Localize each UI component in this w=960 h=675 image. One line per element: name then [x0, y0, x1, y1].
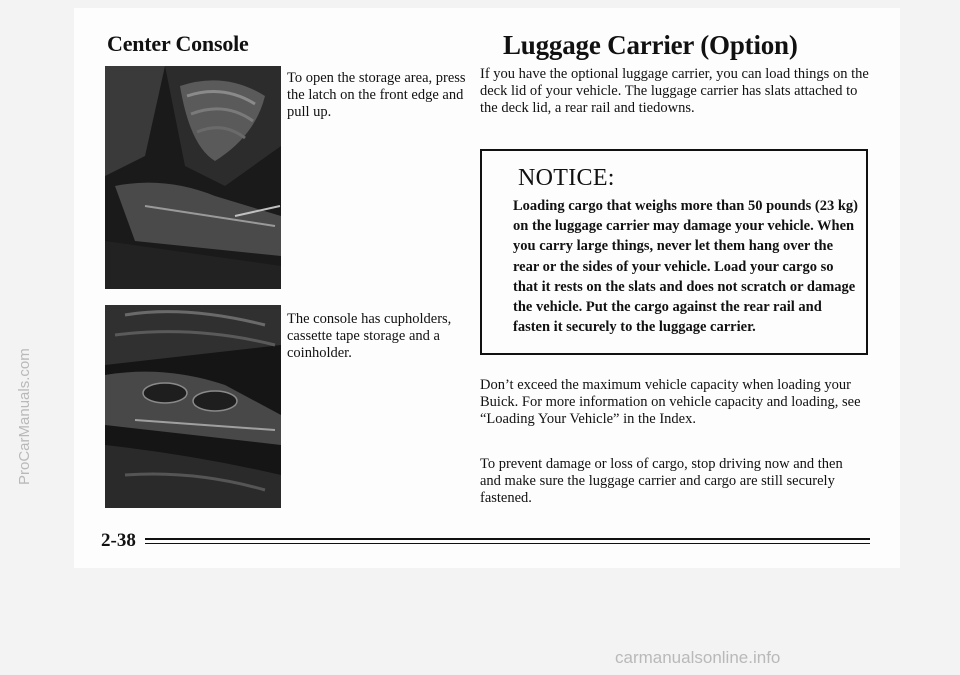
console-storage-photo — [105, 66, 281, 289]
page-number: 2-38 — [101, 530, 136, 551]
capacity-paragraph: Don’t exceed the maximum vehicle capacity when loading your Buick. For more information on vehicle capacity and loading, see “Loading Your Vehicle” in the Index. — [480, 377, 861, 427]
cupholder-caption: The console has cupholders, cassette tape storage and a coinholder. — [287, 311, 452, 361]
luggage-intro-paragraph: If you have the optional luggage carrier, you can load things on the deck lid of your vehicle. The luggage carrier has slats attached to the deck lid, a rear rail and tiedowns. — [480, 66, 869, 116]
center-console-heading: Center Console — [107, 31, 249, 56]
side-watermark: ProCarManuals.com — [16, 348, 33, 485]
notice-box — [480, 149, 868, 355]
notice-title: NOTICE: — [518, 165, 615, 191]
storage-caption: To open the storage area, press the latch on the front edge and pull up. — [287, 70, 466, 120]
bottom-watermark: carmanualsonline.info — [615, 648, 781, 667]
prevent-damage-paragraph: To prevent damage or loss of cargo, stop driving now and then and make sure the luggage carrier and cargo are still securely fastened. — [480, 456, 843, 506]
luggage-carrier-heading: Luggage Carrier (Option) — [503, 30, 798, 60]
footer-rule — [145, 538, 870, 544]
console-cupholder-photo — [105, 305, 281, 508]
notice-body: Loading cargo that weighs more than 50 pounds (23 kg) on the luggage carrier may damage your vehicle. When you carry large things, never let them hang over the rear or the sides of your vehicle. Load your cargo so that it rests on the slats and does not scratch or damage the vehicle. Put the cargo against the rear rail and fasten it securely to the luggage carrier. — [513, 198, 858, 336]
